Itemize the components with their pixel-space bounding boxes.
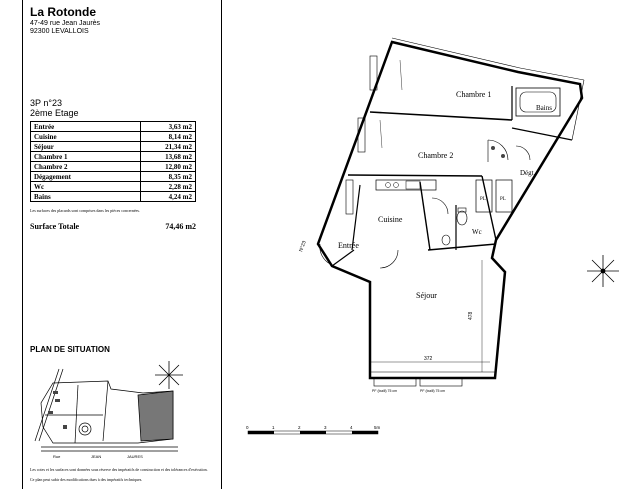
placard-label: PL <box>500 197 506 202</box>
scale-tick: 5m <box>374 425 381 430</box>
apartment-info <box>30 98 79 118</box>
floor-plan <box>220 0 626 491</box>
window-tag: PF (lxaill) 75 cm <box>372 389 398 393</box>
address-line-2: 92300 LEVALLOIS <box>30 28 89 35</box>
room-name: Chambre 2 <box>31 162 141 172</box>
room-name: Cuisine <box>31 132 141 142</box>
room-label-wc: Wc <box>472 228 482 236</box>
street-label: Rue <box>53 454 61 459</box>
room-surface: 13,68 m2 <box>141 152 196 162</box>
table-row <box>31 182 196 192</box>
room-surface: 4,24 m2 <box>141 192 196 202</box>
scale-tick: 1 <box>272 425 275 430</box>
disclaimer-line-2: Ce plan peut subir des modifications dues à des impératifs techniques. <box>30 477 143 482</box>
room-name: Entrée <box>31 122 141 132</box>
scale-tick: 3 <box>324 425 327 430</box>
room-label-cuisine: Cuisine <box>378 215 403 224</box>
surfaces-table <box>30 121 196 202</box>
table-row <box>31 162 196 172</box>
situation-title: PLAN DE SITUATION <box>30 345 110 354</box>
apartment-floor: 2ème Etage <box>30 108 79 118</box>
scale-tick: 2 <box>298 425 301 430</box>
info-panel <box>22 0 222 489</box>
room-surface: 12,80 m2 <box>141 162 196 172</box>
window-tag: PF (lxaill) 75 cm <box>420 389 446 393</box>
total-value: 74,46 m2 <box>165 222 196 231</box>
room-name: Bains <box>31 192 141 202</box>
room-label-chambre1: Chambre 1 <box>456 90 492 99</box>
room-surface: 2,28 m2 <box>141 182 196 192</box>
situation-map <box>23 355 221 460</box>
room-label-chambre2: Chambre 2 <box>418 151 454 160</box>
room-surface: 3,63 m2 <box>141 122 196 132</box>
disclaimer-line-1: Les cotes et les surfaces sont données sous réserve des impératifs de construction et des tolérances d'exécution. <box>30 467 208 472</box>
room-surface: 8,35 m2 <box>141 172 196 182</box>
placard-label: PL <box>480 197 486 202</box>
scale-tick: 4 <box>350 425 353 430</box>
compass-icon <box>587 255 619 287</box>
brand-title: La Rotonde <box>30 5 96 19</box>
room-name: Séjour <box>31 142 141 152</box>
room-label-sejour: Séjour <box>416 291 437 300</box>
outer-wall <box>318 42 582 378</box>
room-label-degt: Dégt. <box>520 169 536 177</box>
apartment-name: 3P n°23 <box>30 98 62 108</box>
room-name: Wc <box>31 182 141 192</box>
table-row <box>31 152 196 162</box>
dimension-sejour-depth: 478 <box>468 311 474 320</box>
total-label: Surface Totale <box>30 222 80 231</box>
table-row <box>31 192 196 202</box>
surfaces-note: Les surfaces des placards sont comprises dans les pièces concernées. <box>30 208 140 213</box>
total-surface <box>30 222 196 231</box>
door-tag: N°23 <box>298 240 308 253</box>
table-row <box>31 122 196 132</box>
table-row <box>31 142 196 152</box>
room-label-bains: Bains <box>536 104 552 112</box>
dimension-sejour-width: 372 <box>424 356 433 362</box>
room-surface: 8,14 m2 <box>141 132 196 142</box>
table-row <box>31 132 196 142</box>
room-name: Chambre 1 <box>31 152 141 162</box>
scale-bar <box>246 425 381 434</box>
room-name: Dégagement <box>31 172 141 182</box>
room-label-entree: Entrée <box>338 241 359 250</box>
street-label: JEAN <box>91 454 102 459</box>
address-line-1: 47-49 rue Jean Jaurès <box>30 20 101 27</box>
table-row <box>31 172 196 182</box>
scale-tick: 0 <box>246 425 249 430</box>
street-label: JAURES <box>127 454 143 459</box>
room-surface: 21,34 m2 <box>141 142 196 152</box>
